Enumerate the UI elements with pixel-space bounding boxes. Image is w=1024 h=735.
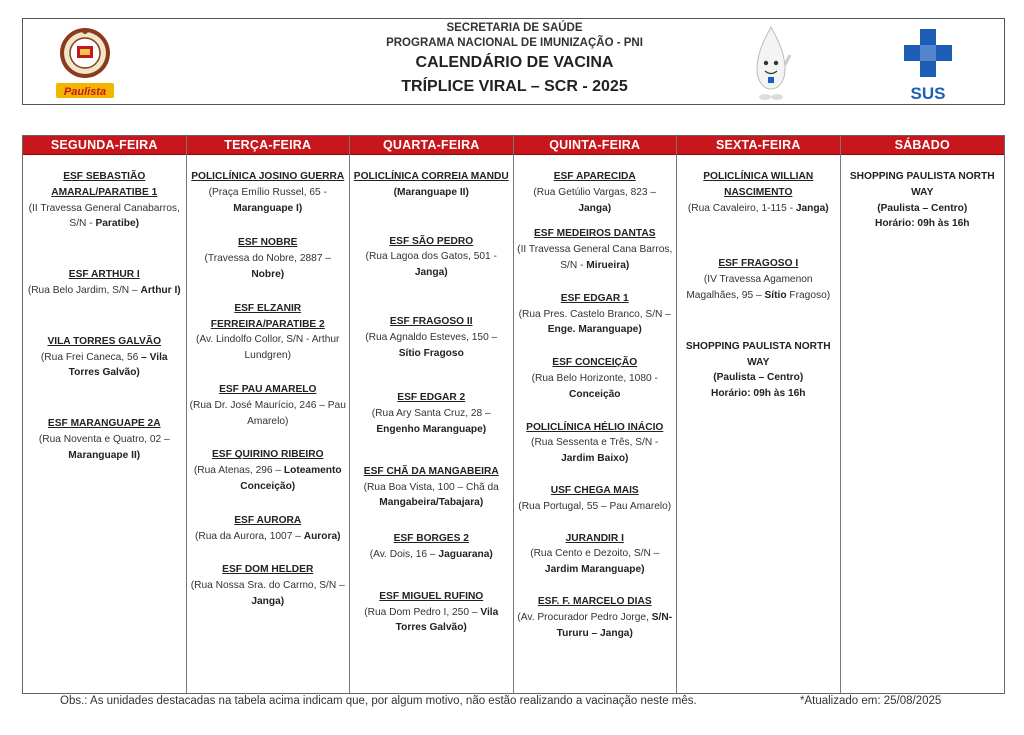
day-entries	[841, 155, 1005, 232]
health-unit-entry	[680, 339, 837, 402]
unit-address	[517, 435, 674, 467]
unit-address	[680, 272, 837, 304]
footer-observation: Obs.: As unidades destacadas na tabela acima indicam que, por algum motivo, não estão realizando a vacinação neste mês.	[60, 695, 697, 707]
unit-address	[190, 332, 347, 364]
unit-name: POLICLÍNICA JOSINO GUERRA	[191, 171, 345, 182]
address-text: (Rua Agnaldo Esteves, 150 –	[365, 331, 498, 343]
health-unit-entry	[517, 531, 674, 578]
address-neighborhood: Mirueira)	[586, 259, 630, 271]
vaccine-title: TRÍPLICE VIRAL – SCR - 2025	[401, 78, 628, 95]
address-text: (Rua Nossa Sra. do Carmo, S/N –	[190, 580, 345, 592]
secretariat-title: SECRETARIA DE SAÚDE	[446, 22, 583, 34]
health-unit-entry	[353, 390, 510, 437]
address-text: (Av. Lindolfo Collor, S/N - Arthur Lundgren)	[196, 334, 340, 362]
opening-hours: Horário: 09h às 16h	[874, 218, 970, 230]
footer-updated-date: *Atualizado em: 25/08/2025	[800, 695, 942, 707]
health-unit-entry	[26, 267, 183, 299]
unit-name: ESF ARTHUR I	[68, 269, 140, 281]
unit-address	[517, 185, 674, 217]
address-text: (Av. Procurador Pedro Jorge,	[517, 611, 652, 623]
address-neighborhood: Janga)	[578, 202, 612, 214]
unit-address	[190, 185, 347, 217]
calendar-title: CALENDÁRIO DE VACINA	[415, 54, 614, 71]
address-text: (Rua Noventa e Quatro, 02 –	[38, 433, 170, 445]
unit-name: ESF MARANGUAPE 2A	[47, 418, 161, 430]
unit-name: ESF EDGAR 1	[560, 292, 629, 304]
day-column	[677, 136, 841, 693]
day-column	[187, 136, 351, 693]
address-text: (IV Travessa Agamenon Magalhães, 95 –	[686, 274, 813, 301]
unit-address	[680, 370, 837, 386]
health-unit-entry	[190, 447, 347, 494]
unit-address	[353, 480, 510, 512]
health-unit-entry	[517, 420, 674, 467]
unit-address	[517, 546, 674, 578]
unit-address	[353, 249, 510, 281]
day-header: QUINTA-FEIRA	[514, 136, 677, 155]
day-header: TERÇA-FEIRA	[187, 136, 350, 155]
day-header: SEGUNDA-FEIRA	[23, 136, 186, 155]
unit-name: ESF SEBASTIÃO AMARAL/PARATIBE 1	[51, 171, 158, 198]
address-text: (Rua Cavaleiro, 1-115 -	[687, 202, 796, 214]
unit-name: ESF SÃO PEDRO	[389, 235, 474, 247]
unit-address	[844, 201, 1002, 217]
address-neighborhood: S/N- Tururu – Janga)	[556, 611, 673, 639]
address-text: (Rua Lagoa dos Gatos, 501 -	[365, 251, 497, 263]
unit-address	[26, 201, 183, 233]
address-text: (Rua Sessenta e Três, S/N -	[531, 437, 659, 449]
address-neighborhood: Sítio Fragoso	[398, 347, 464, 359]
address-text: (II Travessa General Cana Barros, S/N -	[517, 244, 673, 271]
health-unit-entry	[517, 483, 674, 515]
address-neighborhood: Sítio	[764, 289, 787, 301]
weekly-schedule-table	[22, 135, 1005, 694]
unit-name: USF CHEGA MAIS	[550, 484, 639, 496]
unit-name: POLICLÍNICA CORREIA MANDU	[353, 171, 509, 182]
unit-address	[517, 371, 674, 403]
unit-address	[353, 547, 510, 563]
unit-name: POLICLÍNICA WILLIAN NASCIMENTO	[703, 171, 814, 198]
address-neighborhood: Paratibe)	[95, 218, 140, 230]
address-neighborhood: Jardim Maranguape)	[544, 564, 645, 576]
unit-name: ESF CONCEIÇÃO	[552, 357, 638, 369]
ze-gotinha-mascot-icon	[751, 25, 791, 103]
address-text: (Rua Getúlio Vargas, 823 –	[533, 186, 657, 198]
unit-address	[517, 499, 674, 515]
paulista-logo-text: Paulista	[63, 86, 107, 98]
health-unit-entry	[353, 531, 510, 563]
address-text: (Rua Belo Jardim, S/N –	[27, 284, 141, 296]
unit-address	[26, 432, 183, 464]
health-unit-entry	[353, 169, 510, 201]
health-unit-entry	[190, 382, 347, 429]
address-neighborhood: Janga)	[414, 267, 448, 279]
health-unit-entry	[353, 234, 510, 281]
address-neighborhood: Vila Torres Galvão)	[395, 606, 499, 634]
address-neighborhood: Janga)	[795, 202, 829, 214]
health-unit-entry	[680, 256, 837, 303]
day-column	[841, 136, 1005, 693]
document-header	[22, 18, 1005, 105]
day-header: SÁBADO	[841, 136, 1005, 155]
unit-address	[26, 350, 183, 382]
day-entries	[350, 155, 513, 636]
health-unit-entry	[353, 589, 510, 636]
health-unit-entry	[26, 169, 183, 232]
address-text: (Rua Atenas, 296 –	[193, 465, 284, 477]
unit-address	[190, 398, 347, 430]
day-entries	[677, 155, 840, 402]
unit-address	[190, 529, 347, 545]
health-unit-entry	[353, 464, 510, 511]
address-neighborhood: Nobre)	[251, 268, 285, 280]
day-entries	[187, 155, 350, 610]
unit-name: ESF MIGUEL RUFINO	[379, 590, 484, 602]
unit-name: JURANDIR I	[565, 532, 624, 544]
unit-address	[517, 242, 674, 274]
unit-name: SHOPPING PAULISTA NORTH WAY	[685, 340, 831, 368]
program-title: PROGRAMA NACIONAL DE IMUNIZAÇÃO - PNI	[386, 37, 643, 49]
health-unit-entry	[517, 291, 674, 338]
day-entries	[23, 155, 186, 464]
unit-name: ESF BORGES 2	[393, 533, 469, 545]
address-neighborhood: Enge. Maranguape)	[547, 324, 642, 336]
unit-address	[517, 610, 674, 642]
address-neighborhood: Janga)	[251, 595, 285, 607]
header-titles	[223, 21, 806, 99]
address-neighborhood: Jaguarana)	[438, 548, 493, 560]
unit-address	[680, 201, 837, 217]
health-unit-entry	[190, 562, 347, 609]
unit-name: POLICLÍNICA HÉLIO INÁCIO	[526, 421, 664, 433]
unit-name: ESF QUIRINO RIBEIRO	[211, 449, 324, 461]
address-neighborhood: – Vila Torres Galvão)	[68, 351, 168, 379]
paulista-coat-of-arms-logo	[53, 25, 117, 101]
address-neighborhood: Loteamento Conceição)	[240, 465, 342, 492]
address-text: (II Travessa General Canabarros, S/N -	[28, 202, 180, 230]
address-neighborhood: (Paulista – Centro)	[713, 372, 804, 384]
health-unit-entry	[517, 594, 674, 641]
day-entries	[514, 155, 677, 641]
address-text: (Rua Belo Horizonte, 1080 -	[531, 372, 658, 384]
health-unit-entry	[26, 416, 183, 463]
health-unit-entry	[680, 169, 837, 216]
unit-address	[353, 330, 510, 362]
health-unit-entry	[844, 169, 1002, 232]
unit-name: ESF NOBRE	[238, 237, 298, 249]
health-unit-entry	[190, 513, 347, 545]
unit-name: ESF CHÃ DA MANGABEIRA	[363, 465, 499, 477]
day-header: QUARTA-FEIRA	[350, 136, 513, 155]
address-text: (Rua Dr. José Maurício, 246 – Pau Amarelo)	[189, 399, 346, 427]
address-neighborhood: (Maranguape II)	[393, 186, 469, 198]
address-neighborhood: Arthur I)	[140, 284, 181, 296]
unit-address	[517, 307, 674, 339]
address-text: (Av. Dois, 16 –	[369, 548, 439, 560]
footer	[60, 695, 980, 713]
sus-logo	[901, 25, 957, 103]
unit-address	[190, 251, 347, 283]
address-neighborhood: (Paulista – Centro)	[877, 202, 968, 214]
unit-name: ESF ELZANIR FERREIRA/PARATIBE 2	[210, 302, 325, 330]
health-unit-entry	[190, 235, 347, 282]
address-text: (Rua Dom Pedro I, 250 –	[364, 606, 481, 618]
health-unit-entry	[353, 314, 510, 361]
unit-name: ESF MEDEIROS DANTAS	[533, 228, 656, 240]
day-column	[23, 136, 187, 693]
day-column	[514, 136, 678, 693]
address-neighborhood: Conceição	[568, 388, 621, 400]
address-neighborhood: Mangabeira/Tabajara)	[379, 497, 484, 509]
health-unit-entry	[190, 169, 347, 216]
address-neighborhood: Engenho Maranguape)	[376, 423, 487, 435]
opening-hours: Horário: 09h às 16h	[710, 388, 806, 400]
unit-address	[353, 406, 510, 438]
health-unit-entry	[517, 226, 674, 273]
address-text: (Rua Ary Santa Cruz, 28 –	[371, 408, 491, 420]
unit-name: SHOPPING PAULISTA NORTH WAY	[849, 171, 995, 198]
address-neighborhood: Aurora)	[303, 530, 341, 542]
health-unit-entry	[190, 301, 347, 364]
address-text: (Rua da Aurora, 1007 –	[194, 530, 304, 542]
unit-address	[353, 605, 510, 637]
unit-address	[190, 463, 347, 495]
address-neighborhood: Jardim Baixo)	[561, 453, 629, 465]
sus-logo-text: SUS	[910, 84, 946, 103]
address-text: (Rua Cento e Dezoito, S/N –	[530, 548, 660, 560]
unit-address	[26, 283, 183, 299]
unit-name: ESF. F. MARCELO DIAS	[537, 595, 652, 607]
unit-name: ESF EDGAR 2	[397, 392, 466, 404]
unit-address	[190, 578, 347, 610]
unit-address	[353, 185, 510, 201]
day-header: SEXTA-FEIRA	[677, 136, 840, 155]
address-text: (Rua Boa Vista, 100 – Chã da	[363, 481, 499, 493]
address-neighborhood: Maranguape II)	[68, 449, 141, 461]
day-column	[350, 136, 514, 693]
unit-name: ESF AURORA	[234, 514, 302, 526]
health-unit-entry	[26, 334, 183, 381]
health-unit-entry	[517, 355, 674, 402]
address-text: (Praça Emílio Russel, 65 -	[208, 186, 327, 198]
unit-name: ESF FRAGOSO I	[718, 258, 799, 270]
unit-name: ESF FRAGOSO II	[389, 315, 473, 327]
unit-name: ESF DOM HELDER	[222, 564, 314, 576]
health-unit-entry	[517, 169, 674, 216]
unit-name: ESF PAU AMARELO	[219, 383, 317, 395]
address-text: (Rua Pres. Castelo Branco, S/N –	[518, 308, 671, 320]
address-tail: Fragoso)	[786, 289, 831, 301]
unit-name: VILA TORRES GALVÃO	[47, 335, 162, 347]
address-text: (Rua Portugal, 55 – Pau Amarelo)	[518, 500, 672, 512]
unit-name: ESF APARECIDA	[553, 171, 636, 182]
address-text: (Rua Frei Caneca, 56	[40, 351, 142, 363]
address-neighborhood: Maranguape I)	[233, 202, 303, 214]
address-text: (Travessa do Nobre, 2887 –	[204, 253, 331, 265]
